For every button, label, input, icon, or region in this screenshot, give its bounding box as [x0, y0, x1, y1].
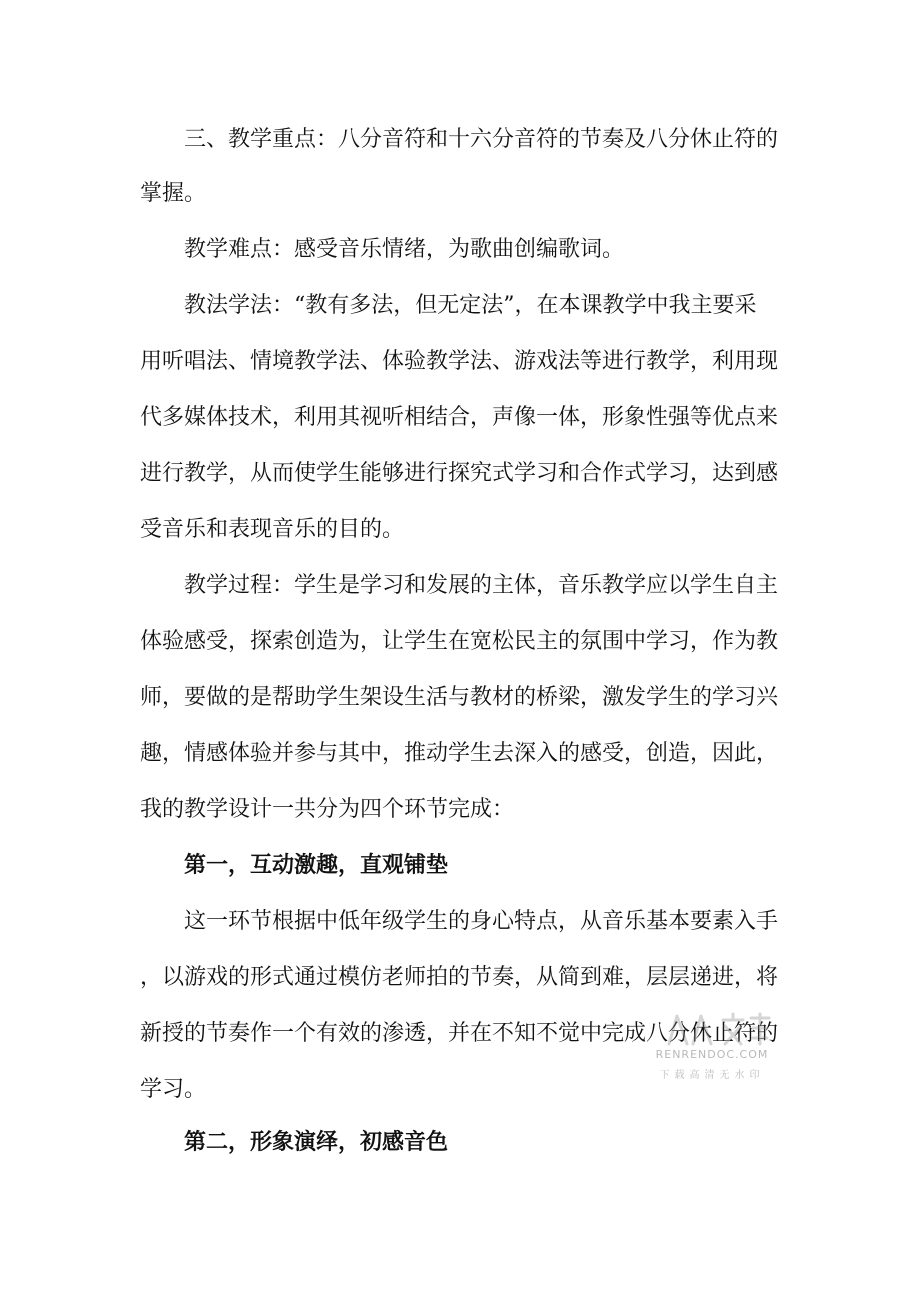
- text-line: 趣，情感体验并参与其中，推动学生去深入的感受，创造，因此，: [140, 741, 779, 766]
- text-line: 教学过程：学生是学习和发展的主体，音乐教学应以学生自主: [184, 573, 779, 598]
- text-line: ，以游戏的形式通过模仿老师拍的节奏，从简到难，层层递进，将: [140, 965, 779, 990]
- text-line: 教法学法：“教有多法，但无定法”，在本课教学中我主要采: [184, 293, 757, 318]
- text-line: 学习。: [140, 1077, 207, 1102]
- watermark: [651, 1012, 773, 1082]
- watermark-logo-icon: [663, 1012, 773, 1048]
- text-line: 体验感受，探索创造为，让学生在宽松民主的氛围中学习，作为教: [140, 629, 779, 654]
- watermark-subtitle: 下载高清无水印: [659, 1070, 765, 1081]
- text-line: 我的教学设计一共分为四个环节完成：: [140, 797, 515, 822]
- text-line: 三、教学重点：八分音符和十六分音符的节奏及八分休止符的: [184, 127, 779, 152]
- text-line: 进行教学，从而使学生能够进行探究式学习和合作式学习，达到感: [140, 461, 779, 486]
- text-line: 受音乐和表现音乐的目的。: [140, 517, 405, 542]
- text-line: 掌握。: [140, 181, 207, 206]
- text-line: 代多媒体技术，利用其视听相结合，声像一体，形象性强等优点来: [140, 405, 779, 430]
- text-line: 师，要做的是帮助学生架设生活与教材的桥梁，激发学生的学习兴: [140, 685, 779, 710]
- text-line: 用听唱法、情境教学法、体验教学法、游戏法等进行教学，利用现: [140, 349, 779, 374]
- watermark-url: RENRENDOC.COM: [655, 1048, 769, 1061]
- text-line: 新授的节奏作一个有效的渗透，并在不知不觉中完成八分休止符的: [140, 1021, 779, 1046]
- text-line: 这一环节根据中低年级学生的身心特点，从音乐基本要素入手: [184, 909, 779, 934]
- text-line: 教学难点：感受音乐情绪，为歌曲创编歌词。: [184, 237, 625, 262]
- section-heading: 第一，互动激趣，直观铺垫: [184, 853, 449, 878]
- section-heading: 第二，形象演绎，初感音色: [184, 1130, 449, 1155]
